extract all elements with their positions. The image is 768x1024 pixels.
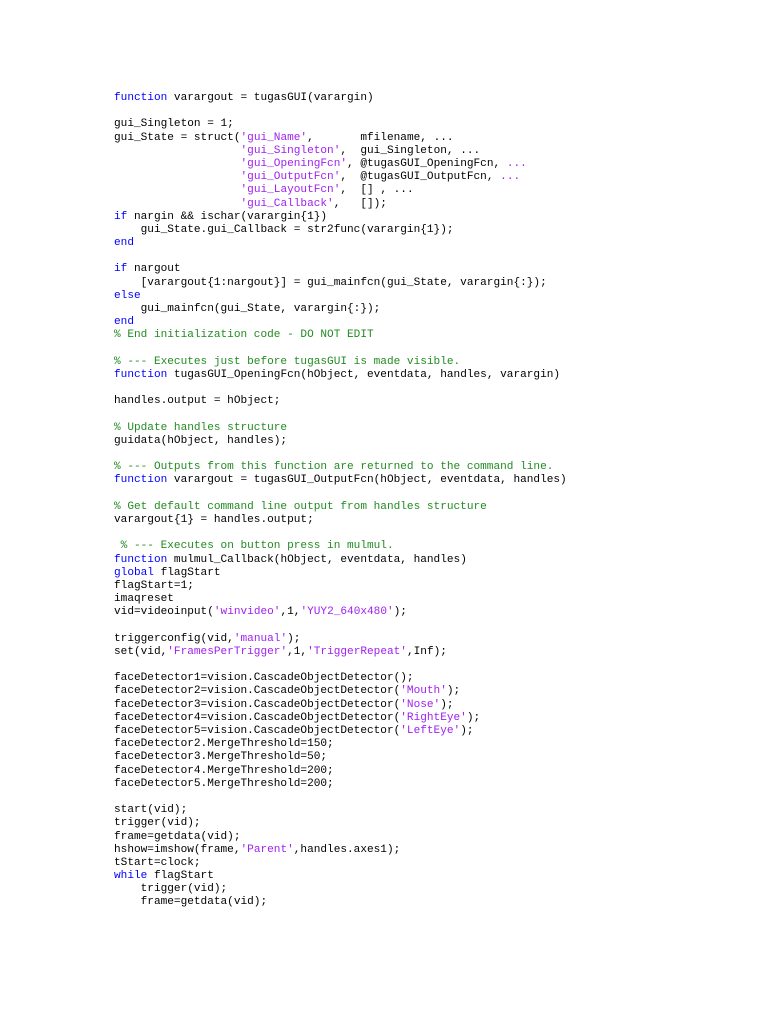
code-token: faceDetector5.MergeThreshold=200; (114, 777, 334, 790)
code-token: , @tugasGUI_OpeningFcn, (347, 157, 507, 170)
code-line (114, 567, 567, 580)
code-line (114, 461, 567, 474)
code-line (114, 237, 567, 250)
code-token: handles.output = hObject; (114, 395, 281, 408)
code-token: nargout (127, 263, 181, 276)
code-line (114, 356, 567, 369)
code-token (114, 540, 121, 552)
code-line (114, 211, 567, 224)
code-line (114, 145, 567, 158)
code-token: guidata(hObject, handles); (114, 434, 288, 447)
code-token: flagStart (147, 870, 214, 883)
code-token: varargout = tugasGUI_OutputFcn(hObject, eventdata, handles) (167, 474, 567, 487)
keyword-token: end (114, 316, 134, 329)
code-token: faceDetector4=vision.CascadeObjectDetector( (114, 711, 401, 724)
string-token: 'gui_Singleton' (240, 144, 341, 157)
code-token (114, 184, 241, 196)
string-token: 'TriggerRepeat' (307, 645, 407, 658)
code-token: ); (446, 685, 461, 698)
code-line (114, 158, 567, 171)
code-token: mulmul_Callback(hObject, eventdata, handles) (167, 553, 467, 566)
code-token: hshow=imshow(frame, (114, 843, 241, 856)
code-token: frame=getdata(vid); (114, 830, 241, 843)
blank-line (114, 105, 567, 118)
code-line (114, 171, 567, 184)
code-token: triggerconfig(vid, (114, 632, 234, 645)
string-token: 'winvideo' (213, 606, 281, 619)
string-token: ... (506, 157, 527, 170)
string-token: 'gui_OutputFcn' (240, 171, 341, 184)
code-token: frame=getdata(vid); (114, 896, 268, 909)
blank-line (114, 448, 567, 461)
code-line (114, 290, 567, 303)
string-token: 'gui_Name' (240, 131, 308, 144)
code-line (114, 329, 567, 342)
code-line (114, 474, 567, 487)
code-token: gui_mainfcn(gui_State, varargin{:}); (114, 303, 381, 315)
string-token: 'gui_Callback' (240, 197, 334, 210)
code-line (114, 540, 567, 553)
code-line (114, 224, 567, 237)
keyword-token: if (114, 210, 128, 223)
code-line (114, 633, 567, 646)
code-token: faceDetector4.MergeThreshold=200; (114, 764, 334, 777)
blank-line (114, 791, 567, 804)
blank-line (114, 409, 567, 422)
code-line (114, 277, 567, 290)
code-token: vid=videoinput( (114, 606, 214, 619)
code-line (114, 316, 567, 329)
code-token: , gui_Singleton, ... (340, 144, 481, 157)
comment-token: % End initialization code - DO NOT EDIT (114, 329, 374, 342)
code-token: ); (287, 632, 301, 645)
code-token: faceDetector2.MergeThreshold=150; (114, 738, 334, 751)
code-token: gui_State.gui_Callback = str2func(varargin{1}); (114, 223, 454, 236)
code-token (114, 171, 241, 183)
comment-token: % Update handles structure (114, 421, 288, 434)
code-line (114, 725, 567, 738)
blank-line (114, 343, 567, 356)
code-line (114, 870, 567, 883)
comment-token: % --- Executes just before tugasGUI is made visible. (114, 355, 461, 368)
keyword-token: function (114, 368, 168, 381)
code-token: imaqreset (114, 593, 174, 606)
code-token: varargout{1} = handles.output; (114, 514, 314, 526)
code-line (114, 831, 567, 844)
code-token: , [] , ... (340, 184, 414, 197)
code-line (114, 369, 567, 382)
code-line (114, 132, 567, 145)
code-line (114, 778, 567, 791)
keyword-token: if (114, 263, 128, 276)
code-token (114, 145, 241, 157)
code-line (114, 646, 567, 659)
blank-line (114, 488, 567, 501)
keyword-token: else (114, 289, 141, 302)
code-token: , []); (333, 197, 387, 210)
code-token: set(vid, (114, 645, 168, 658)
keyword-token: function (114, 92, 168, 104)
code-line (114, 435, 567, 448)
code-line (114, 883, 567, 896)
code-line (114, 303, 567, 316)
code-token: flagStart=1; (114, 579, 194, 592)
string-token: ... (500, 171, 521, 184)
code-token: , @tugasGUI_OutputFcn, (340, 171, 501, 184)
code-line (114, 817, 567, 830)
string-token: 'Mouth' (400, 685, 447, 698)
code-token: gui_State = struct( (114, 131, 241, 144)
code-token: , mfilename, ... (307, 131, 454, 144)
code-line (114, 672, 567, 685)
code-token: tugasGUI_OpeningFcn(hObject, eventdata, handles, varargin) (167, 368, 561, 381)
keyword-token: end (114, 237, 134, 250)
code-token: trigger(vid); (114, 883, 228, 896)
blank-line (114, 620, 567, 633)
comment-token: % --- Executes on button press in mulmul. (120, 540, 394, 553)
comment-token: % Get default command line output from handles structure (114, 500, 487, 513)
blank-line (114, 527, 567, 540)
code-token: ); (460, 725, 474, 737)
code-line (114, 580, 567, 593)
code-token: start(vid); (114, 804, 188, 817)
code-token: ,handles.axes1); (293, 843, 401, 856)
comment-token: % --- Outputs from this function are returned to the command line. (114, 461, 554, 474)
code-line (114, 765, 567, 778)
blank-line (114, 250, 567, 263)
code-listing (114, 92, 567, 910)
code-line (114, 501, 567, 514)
string-token: 'manual' (233, 632, 288, 645)
code-line (114, 804, 567, 817)
code-token: trigger(vid); (114, 817, 201, 830)
code-line (114, 184, 567, 197)
code-line (114, 514, 567, 527)
keyword-token: function (114, 474, 168, 487)
code-line (114, 606, 567, 619)
code-token: faceDetector3=vision.CascadeObjectDetector( (114, 698, 401, 711)
code-token: ); (466, 711, 481, 724)
keyword-token: while (114, 870, 148, 883)
code-line (114, 712, 567, 725)
code-token: ,Inf); (406, 645, 447, 658)
keyword-token: global (114, 566, 154, 579)
code-line (114, 751, 567, 764)
code-line (114, 844, 567, 857)
code-token: ,1, (287, 645, 308, 658)
code-line (114, 263, 567, 276)
string-token: 'RightEye' (400, 711, 467, 724)
keyword-token: function (114, 553, 168, 566)
string-token: 'Parent' (240, 843, 294, 856)
string-token: 'FramesPerTrigger' (167, 645, 288, 658)
code-token: faceDetector3.MergeThreshold=50; (114, 751, 328, 764)
code-line (114, 422, 567, 435)
string-token: 'YUY2_640x480' (300, 606, 394, 619)
blank-line (114, 382, 567, 395)
code-line (114, 685, 567, 698)
code-token: [varargout{1:nargout}] = gui_mainfcn(gui_State, varargin{:}); (114, 276, 547, 289)
code-line (114, 738, 567, 751)
code-token: ); (393, 606, 407, 619)
code-token: ,1, (280, 606, 301, 619)
code-line (114, 198, 567, 211)
code-token: varargout = tugasGUI(varargin) (167, 92, 374, 104)
string-token: 'Nose' (400, 698, 441, 711)
code-line (114, 857, 567, 870)
code-line (114, 593, 567, 606)
string-token: 'gui_LayoutFcn' (240, 184, 341, 197)
code-token: tStart=clock; (114, 856, 201, 869)
code-token: gui_Singleton = 1; (114, 118, 234, 131)
code-token: flagStart (153, 566, 221, 579)
code-token: faceDetector2=vision.CascadeObjectDetector( (114, 685, 401, 698)
code-token: faceDetector1=vision.CascadeObjectDetector(); (114, 672, 414, 685)
code-line (114, 118, 567, 131)
code-line (114, 92, 567, 105)
code-token: faceDetector5=vision.CascadeObjectDetector( (114, 725, 401, 737)
code-token (114, 158, 241, 170)
code-token: ); (440, 698, 454, 711)
blank-line (114, 659, 567, 672)
code-line (114, 896, 567, 909)
code-token (114, 198, 241, 210)
code-line (114, 554, 567, 567)
string-token: 'gui_OpeningFcn' (240, 157, 348, 170)
string-token: 'LeftEye' (400, 725, 461, 737)
code-line (114, 699, 567, 712)
code-line (114, 395, 567, 408)
code-token: nargin && ischar(varargin{1}) (127, 210, 328, 223)
